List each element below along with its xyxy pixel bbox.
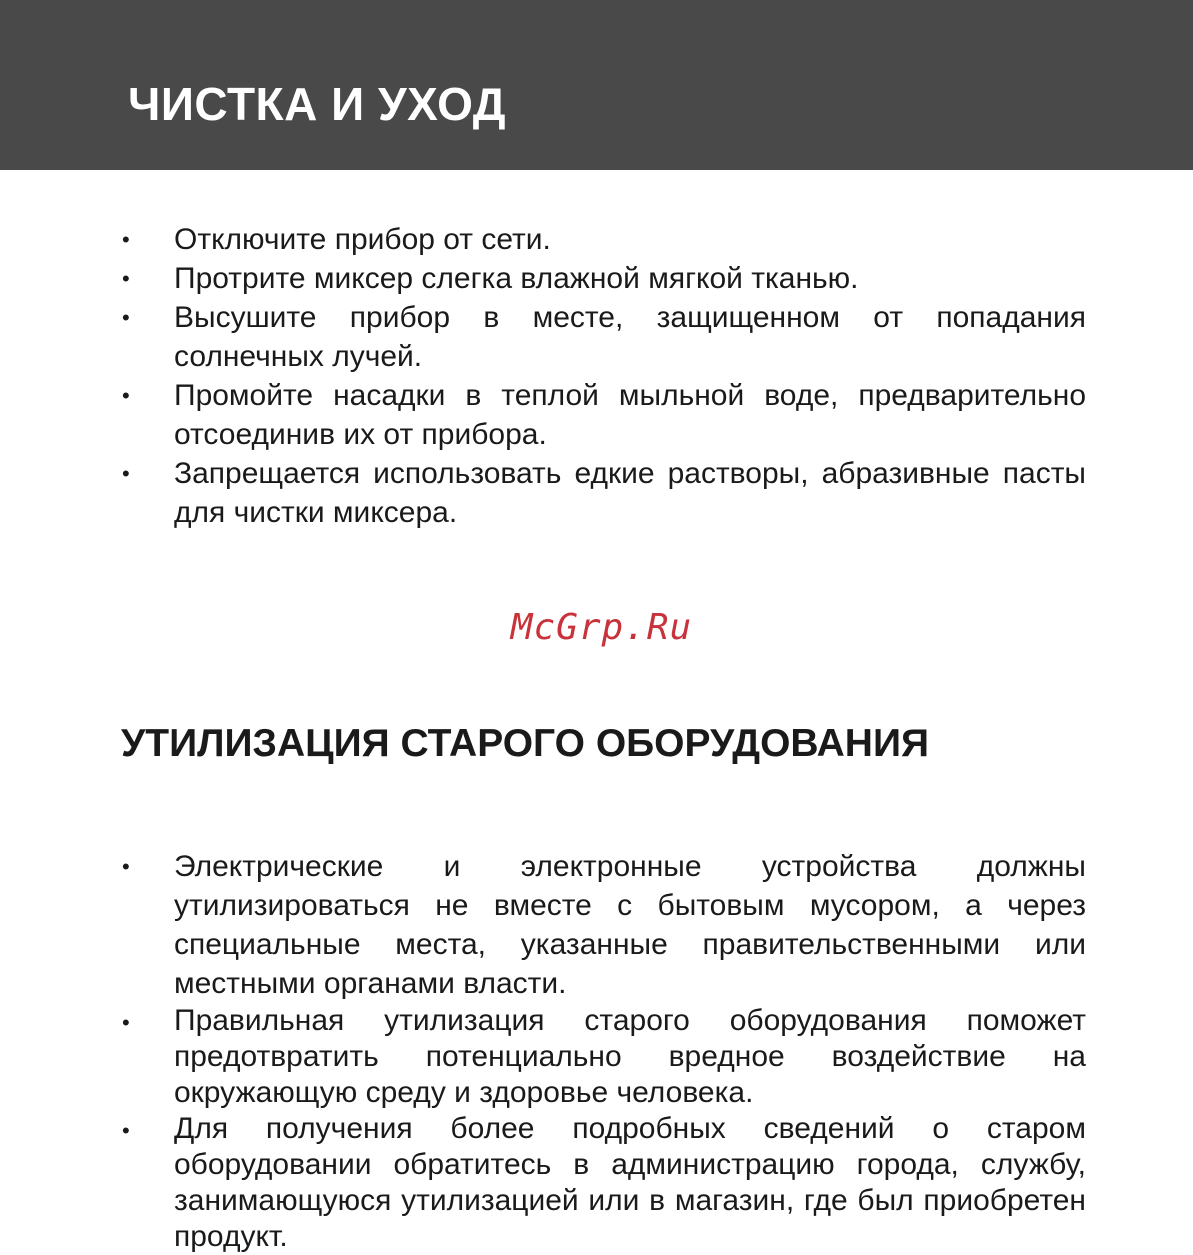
list-item-text: Правильная утилизация старого оборудования поможет предотвратить потенциально вредное воздействие на окружающую среду и здоровье человека. bbox=[174, 1004, 1086, 1109]
list-item-text: Отключите прибор от сети. bbox=[174, 223, 551, 256]
list-item-text: Электрические и электронные устройства должны утилизироваться не вместе с бытовым мусором, а через специальные места, указанные правительственными или местными органами власти. bbox=[174, 850, 1086, 1000]
list-item-text: Промойте насадки в теплой мыльной воде, предварительно отсоединив их от прибора. bbox=[174, 379, 1086, 451]
list-item bbox=[0, 259, 1086, 298]
bullet-icon: • bbox=[122, 1118, 130, 1143]
list-item bbox=[0, 454, 1086, 532]
disposal-instructions-list bbox=[0, 847, 1086, 1255]
list-item bbox=[0, 1003, 1086, 1111]
watermark: McGrp.Ru bbox=[510, 607, 693, 648]
care-instructions-list bbox=[0, 220, 1086, 532]
section-title: УТИЛИЗАЦИЯ СТАРОГО ОБОРУДОВАНИЯ bbox=[121, 722, 930, 765]
bullet-icon: • bbox=[122, 383, 130, 408]
bullet-icon: • bbox=[122, 266, 130, 291]
list-item bbox=[0, 376, 1086, 454]
list-item-text: Запрещается использовать едкие растворы, абразивные пасты для чистки миксера. bbox=[174, 457, 1086, 529]
bullet-icon: • bbox=[122, 461, 130, 486]
header-band bbox=[0, 0, 1193, 170]
bullet-icon: • bbox=[122, 305, 130, 330]
list-item-text: Для получения более подробных сведений о старом оборудовании обратитесь в администрацию города, службу, занимающуюся утилизацией или в магазин, где был приобретен продукт. bbox=[174, 1112, 1086, 1253]
list-item bbox=[0, 220, 1086, 259]
list-item-text: Высушите прибор в месте, защищенном от попадания солнечных лучей. bbox=[174, 301, 1086, 373]
list-item bbox=[0, 847, 1086, 1003]
bullet-icon: • bbox=[122, 1010, 130, 1035]
bullet-icon: • bbox=[122, 227, 130, 252]
list-item-text: Протрите миксер слегка влажной мягкой тканью. bbox=[174, 262, 859, 295]
list-item bbox=[0, 298, 1086, 376]
bullet-icon: • bbox=[122, 854, 130, 879]
page-title: ЧИСТКА И УХОД bbox=[128, 78, 507, 130]
list-item bbox=[0, 1111, 1086, 1255]
